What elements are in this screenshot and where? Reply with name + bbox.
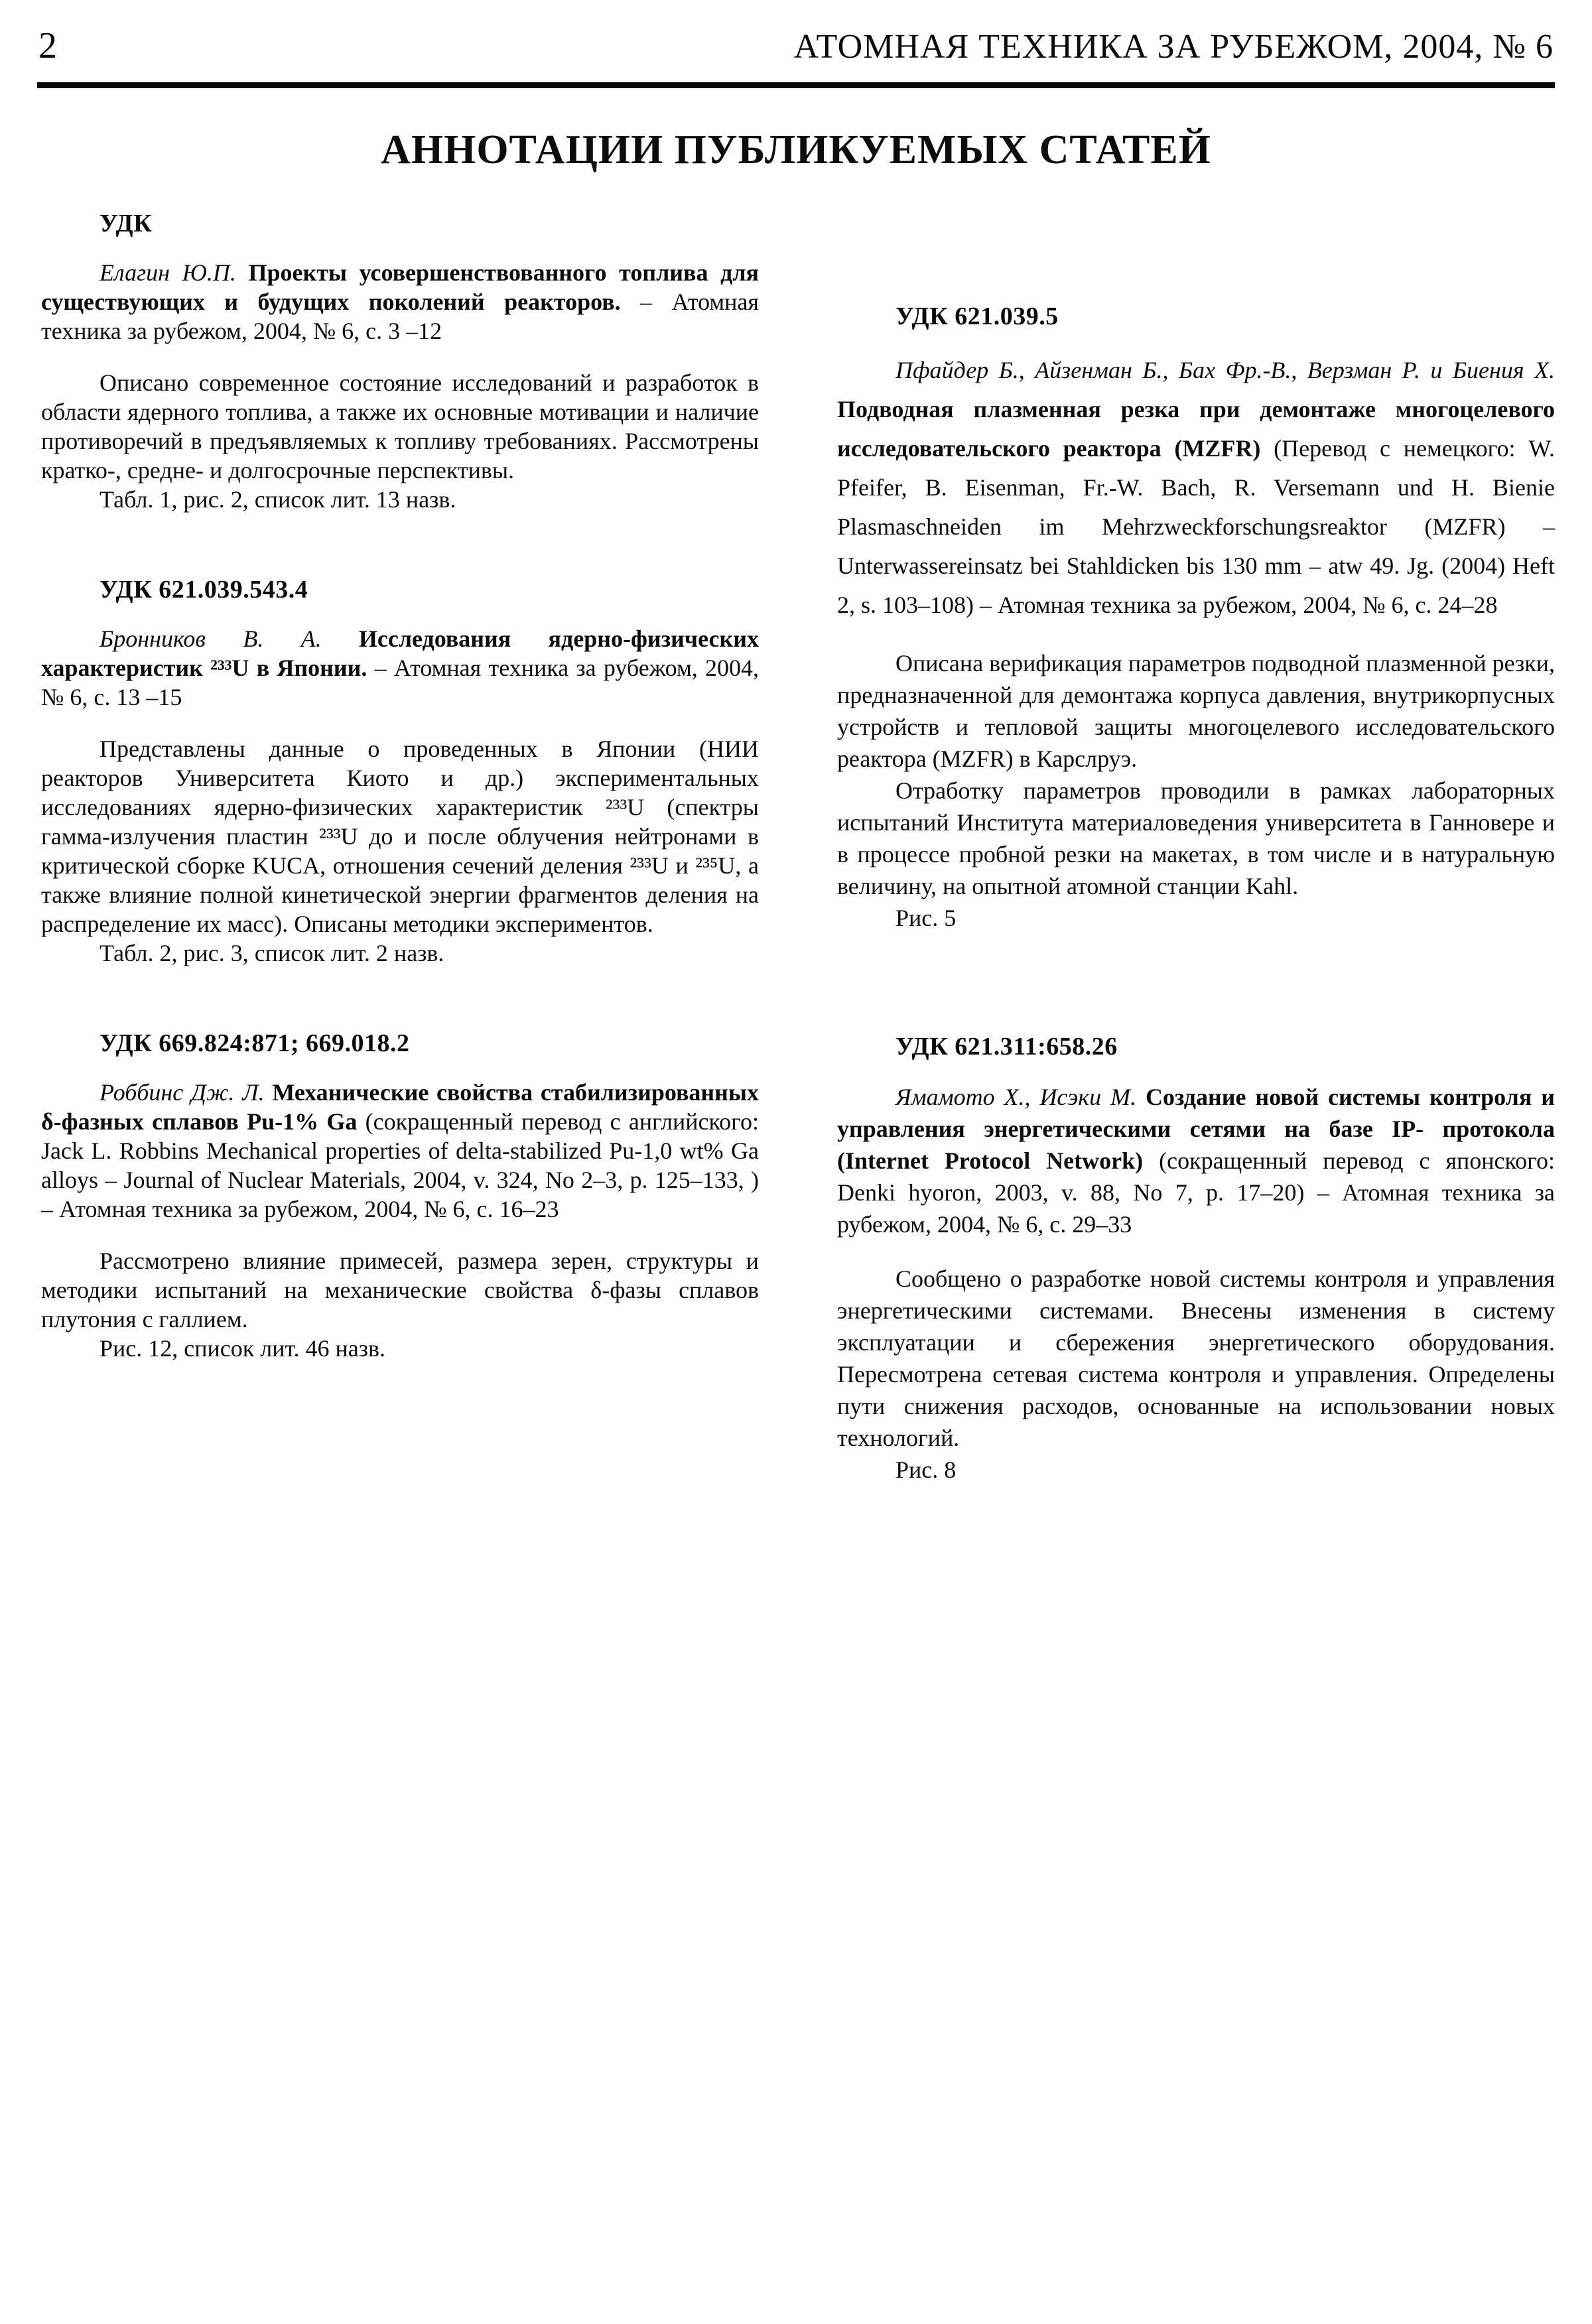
abstract-paragraph: Рассмотрено влияние примесей, размера зерен, структуры и методики испытаний на механические свойства δ-фазы сплавов плутония с галлием. — [41, 1248, 759, 1332]
abstract-paragraph: Описана верификация параметров подводной плазменной резки, предназначенной для демонтажа корпуса давления, внутрикорпусных устройств и тепловой защиты многоцелевого исследовательского реактора (MZFR) в Карслруэ. — [837, 650, 1555, 772]
abstract-entry-robbins — [41, 1029, 759, 1363]
udc-code: УДК 669.824:871; 669.018.2 — [100, 1029, 410, 1057]
header-rule — [37, 82, 1555, 88]
citation-title: Проекты усовершенствованного топлива для существующих и будущих поколений реакторов. — [41, 259, 759, 315]
abstract-paragraph: Представлены данные о проведенных в Японии (НИИ реакторов Университета Киото и др.) экспериментальных исследованиях ядерно-физических характеристик ²³³U (спектры гамма-излучения пластин ²³³U до и после облучения нейтронами в критической сборке KUCA, отношения сечений деления ²³³U и ²³⁵U, а также влияние полной кинетической энергии фрагментов деления на распределение их масс). Описаны методики экспериментов. — [41, 736, 759, 937]
citation-authors: Роббинс Дж. Л. — [100, 1079, 265, 1106]
citation-authors: Ямамото Х., Исэки М. — [896, 1084, 1137, 1110]
citation — [837, 351, 1555, 625]
citation-source: – Атомная техника за рубежом, 2004, № 6, с. 13 –15 — [41, 655, 760, 710]
citation-source: – Атомная техника за рубежом, 2004, № 6, с. 3 –12 — [41, 289, 759, 344]
left-column — [41, 209, 759, 1547]
figures-tables-note: Рис. 5 — [896, 905, 957, 931]
abstract-entry-elagin — [41, 209, 759, 514]
page-title: АННОТАЦИИ ПУБЛИКУЕМЫХ СТАТЕЙ — [381, 127, 1211, 172]
abstract-entry-bronnikov — [41, 575, 759, 968]
citation-authors: Елагин Ю.П. — [100, 259, 236, 286]
figures-tables-note: Рис. 12, список лит. 46 назв. — [100, 1335, 385, 1362]
abstract-entry-yamamoto — [837, 1032, 1555, 1486]
journal-header-title: АТОМНАЯ ТЕХНИКА ЗА РУБЕЖОМ, 2004, № 6 — [793, 28, 1554, 66]
citation — [41, 1078, 759, 1224]
abstract-entry-pfeifer — [837, 302, 1555, 934]
citation-title: Подводная плазменная резка при демонтаже многоцелевого исследовательского реактора (MZFR) — [837, 396, 1555, 462]
figures-tables-note: Табл. 1, рис. 2, список лит. 13 назв. — [100, 486, 456, 513]
two-column-layout — [0, 209, 1592, 1547]
udc-code: УДК 621.311:658.26 — [896, 1033, 1118, 1061]
citation-authors: Бронников В. А. — [100, 625, 322, 652]
page-header — [38, 25, 1554, 68]
citation — [41, 624, 759, 712]
figures-tables-note: Рис. 8 — [896, 1456, 957, 1483]
citation-title: Создание новой системы контроля и управления энергетическими сетями на базе IP- протокола (Internet Protocol Network) — [837, 1084, 1556, 1174]
page-number: 2 — [38, 25, 57, 66]
citation — [41, 258, 759, 346]
citation-source: (сокращенный перевод с английского: Jack L. Robbins Mechanical properties of delta-stabilized Pu-1,0 wt% Ga alloys – Journal of Nuclear Materials, 2004, v. 324, No 2–3, p. 125–133, ) – Атомная техника за рубежом, 2004, № 6, с. 16–23 — [41, 1108, 760, 1222]
citation — [837, 1081, 1555, 1240]
citation-source: (Перевод с немецкого: W. Pfeifer, B. Eisenman, Fr.-W. Bach, R. Versemann und H. Bienie Plasmaschneiden im Mehrzweckforschungsreaktor (MZFR) – Unterwassereinsatz bei Stahldicken bis 130 mm – atw 49. Jg. (2004) Heft 2, s. 103–108) – Атомная техника за рубежом, 2004, № 6, с. 24–28 — [837, 435, 1556, 618]
udc-code: УДК 621.039.5 — [896, 302, 1059, 330]
abstract-paragraph: Отработку параметров проводили в рамках лабораторных испытаний Института материаловедения университета в Ганновере и в процессе пробной резки на макетах, в том числе и в натуральную величину, на опытной атомной станции Kahl. — [837, 777, 1555, 899]
abstract-paragraph: Описано современное состояние исследований и разработок в области ядерного топлива, а также их основные мотивации и наличие противоречий в предъявляемых к топливу требованиях. Рассмотрены кратко-, средне- и долгосрочные перспективы. — [41, 369, 759, 484]
right-column — [837, 209, 1555, 1547]
figures-tables-note: Табл. 2, рис. 3, список лит. 2 назв. — [100, 940, 444, 966]
citation-authors: Пфайдер Б., Айзенман Б., Бах Фр.-В., Верзман Р. и Биения Х. — [896, 357, 1555, 383]
citation-title: Механические свойства стабилизированных δ-фазных сплавов Pu-1% Ga — [41, 1079, 760, 1135]
citation-source: (сокращенный перевод с японского: Denki hyoron, 2003, v. 88, No 7, p. 17–20) – Атомная техника за рубежом, 2004, № 6, с. 29–33 — [837, 1147, 1555, 1238]
citation-title: Исследования ядерно-физических характеристик ²³³U в Японии. — [41, 625, 759, 681]
abstract-paragraph: Сообщено о разработке новой системы контроля и управления энергетическими системами. Внесены изменения в систему эксплуатации и сбережения энергетического оборудования. Пересмотрена сетевая система контроля и управления. Определены пути снижения расходов, основанные на использовании новых технологий. — [837, 1265, 1555, 1451]
udc-code: УДК — [100, 210, 153, 237]
udc-code: УДК 621.039.543.4 — [100, 576, 308, 604]
